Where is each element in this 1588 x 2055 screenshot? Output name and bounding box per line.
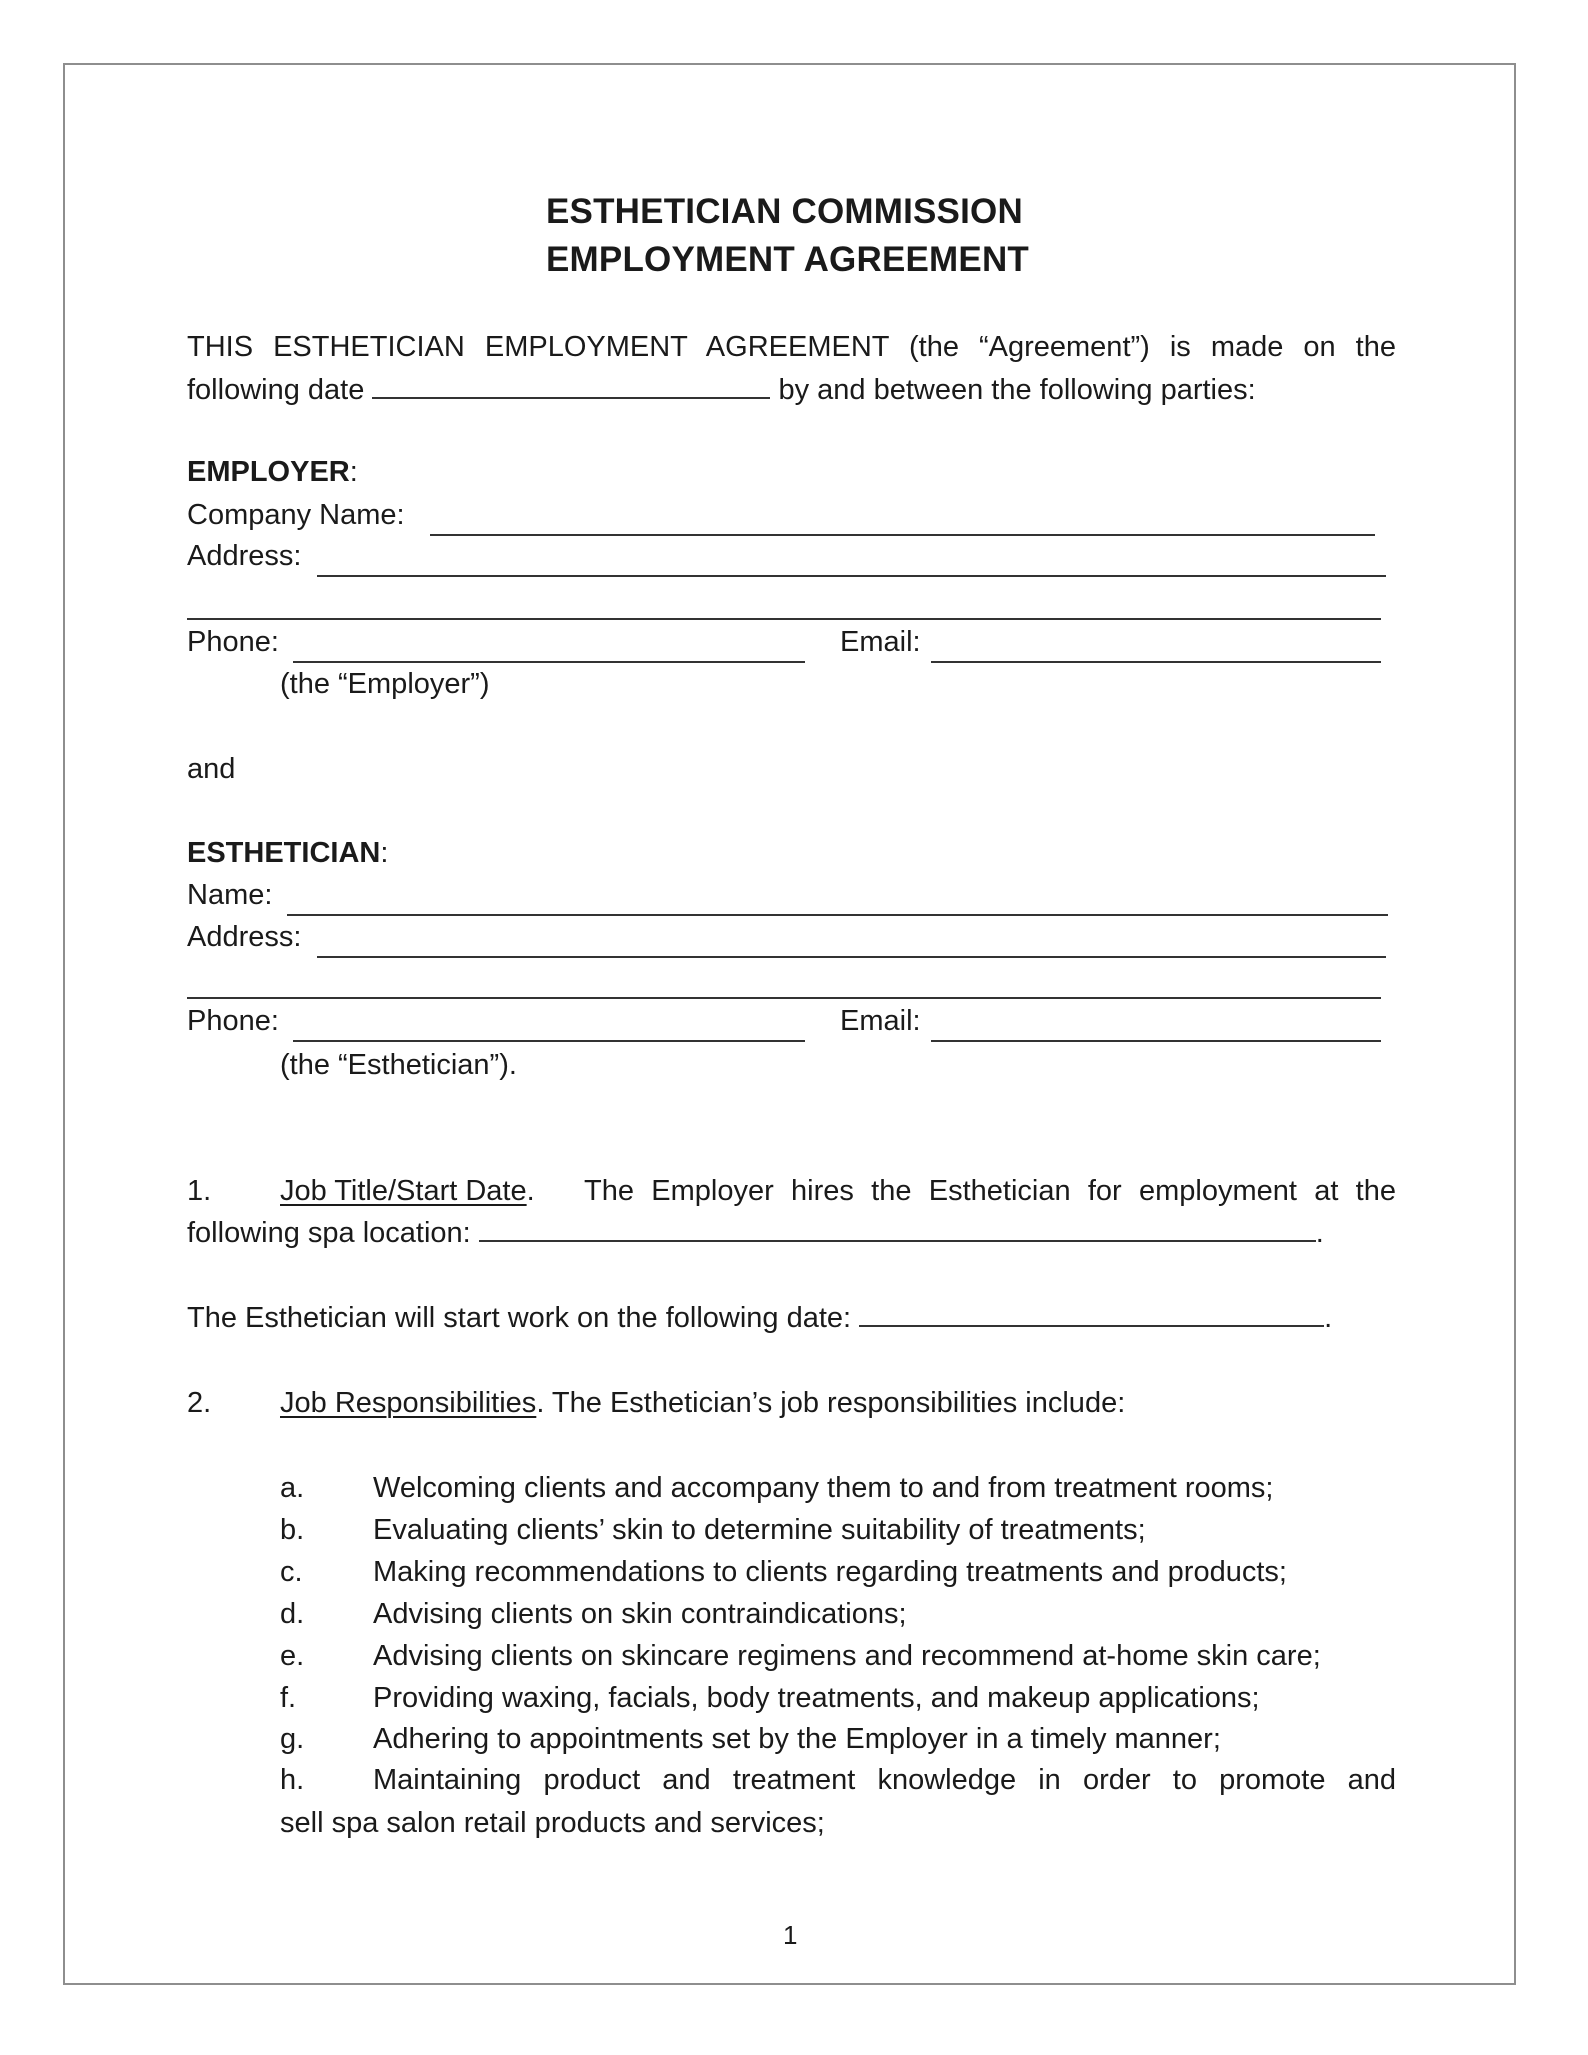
list-item-letter: e. (280, 1640, 305, 1672)
intro-parties-text: by and between the following parties: (778, 374, 1256, 406)
esthetician-email-label: Email: (840, 1005, 921, 1037)
section-1-heading-wrap (280, 1174, 535, 1208)
esthetician-address-blank-1[interactable] (317, 956, 1386, 958)
section-1-line-1 (280, 1174, 1396, 1208)
employer-address-blank-1[interactable] (317, 575, 1386, 577)
list-item-text: Making recommendations to clients regarding treatments and products; (373, 1556, 1287, 1588)
spa-location-end: . (1315, 1217, 1324, 1249)
document-title-line-1: ESTHETICIAN COMMISSION (546, 192, 1023, 231)
list-item-letter: b. (280, 1514, 305, 1546)
section-1-number: 1. (187, 1175, 212, 1207)
section-2-text: The Esthetician’s job responsibilities include: (551, 1387, 1126, 1419)
spa-location-blank[interactable] (479, 1234, 1316, 1242)
section-1-line-2 (187, 1216, 1324, 1250)
employer-heading-label: EMPLOYER (187, 456, 350, 488)
esthetician-heading-label: ESTHETICIAN (187, 837, 381, 869)
esthetician-designation: (the “Esthetician”). (280, 1049, 517, 1081)
employer-company-label: Company Name: (187, 499, 405, 531)
start-date-blank[interactable] (859, 1319, 1324, 1327)
section-2-heading: Job Responsibilities (280, 1387, 537, 1419)
section-1-text: The Employer hires the Esthetician for employment at the (584, 1175, 1396, 1207)
list-item-text: Providing waxing, facials, body treatments, and makeup applications; (373, 1682, 1260, 1714)
esthetician-heading-colon: : (380, 837, 389, 869)
list-item-letter: h. (280, 1764, 305, 1796)
esthetician-address-blank-2[interactable] (187, 997, 1381, 999)
list-item-text: Advising clients on skincare regimens and recommend at-home skin care; (373, 1640, 1321, 1672)
list-item-letter: c. (280, 1556, 303, 1588)
list-item-letter: a. (280, 1472, 305, 1504)
list-item-text: Adhering to appointments set by the Employer in a timely manner; (373, 1723, 1221, 1755)
spa-location-label: following spa location: (187, 1217, 471, 1249)
list-item-text: Maintaining product and treatment knowledge in order to promote and (373, 1764, 1396, 1796)
section-2-line (280, 1386, 1125, 1420)
employer-designation: (the “Employer”) (280, 668, 490, 700)
list-item-text: Evaluating clients’ skin to determine suitability of treatments; (373, 1514, 1146, 1546)
document-page (63, 63, 1516, 1985)
employer-heading-colon: : (349, 456, 358, 488)
section-2-heading-period: . (536, 1387, 545, 1419)
esthetician-address-label: Address: (187, 921, 302, 953)
section-1-heading: Job Title/Start Date (280, 1175, 527, 1207)
esthetician-phone-blank[interactable] (293, 1040, 805, 1042)
intro-date-label: following date (187, 374, 365, 406)
employer-company-blank[interactable] (430, 534, 1375, 536)
list-item-letter: f. (280, 1682, 297, 1714)
section-1-heading-period: . (526, 1175, 535, 1207)
list-item-continuation: sell spa salon retail products and services; (280, 1807, 825, 1839)
employer-email-label: Email: (840, 626, 921, 658)
start-date-label: The Esthetician will start work on the following date: (187, 1302, 852, 1334)
esthetician-name-blank[interactable] (287, 914, 1388, 916)
document-title-line-2: EMPLOYMENT AGREEMENT (546, 240, 1029, 279)
esthetician-phone-label: Phone: (187, 1005, 279, 1037)
agreement-date-blank[interactable] (372, 391, 770, 399)
start-date-line (187, 1301, 1332, 1335)
intro-line-2 (187, 373, 1256, 407)
employer-heading (187, 455, 358, 489)
list-item-text: Welcoming clients and accompany them to and from treatment rooms; (373, 1472, 1274, 1504)
list-item-letter: d. (280, 1598, 305, 1630)
esthetician-name-label: Name: (187, 879, 273, 911)
employer-address-blank-2[interactable] (187, 618, 1381, 620)
start-date-end: . (1324, 1302, 1333, 1334)
intro-line-1: THIS ESTHETICIAN EMPLOYMENT AGREEMENT (the “Agreement”) is made on the (187, 331, 1396, 363)
list-item-letter: g. (280, 1723, 305, 1755)
esthetician-heading (187, 836, 388, 870)
esthetician-email-blank[interactable] (931, 1040, 1381, 1042)
employer-phone-blank[interactable] (293, 661, 805, 663)
employer-phone-label: Phone: (187, 626, 279, 658)
employer-email-blank[interactable] (931, 661, 1381, 663)
and-text: and (187, 753, 236, 785)
list-item-text: Advising clients on skin contraindications; (373, 1598, 907, 1630)
page-number: 1 (783, 1920, 798, 1950)
section-2-number: 2. (187, 1387, 212, 1419)
employer-address-label: Address: (187, 540, 302, 572)
